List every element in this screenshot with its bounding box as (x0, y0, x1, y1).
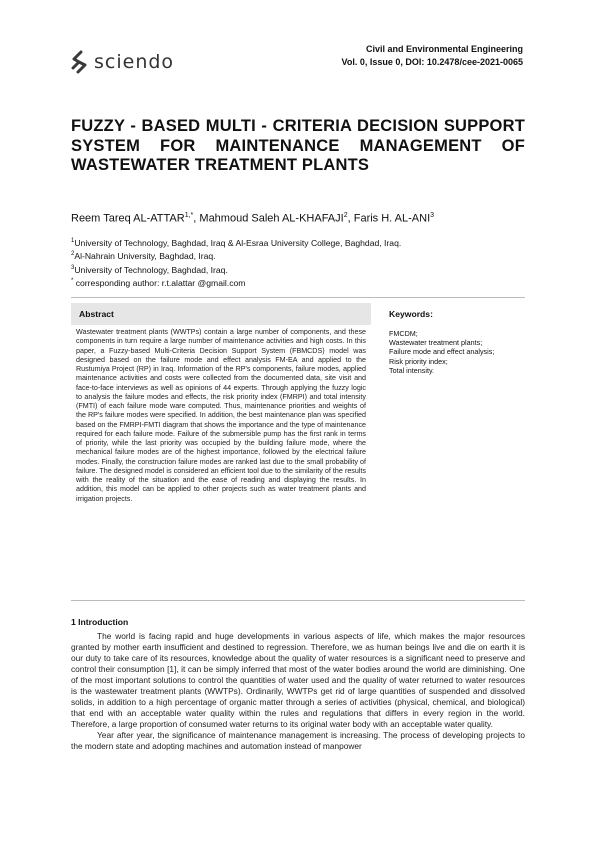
author-name: Reem Tareq AL-ATTAR (71, 212, 185, 225)
keyword-item: Total intensity. (389, 365, 435, 375)
affiliation (71, 249, 401, 262)
keywords-section (387, 303, 525, 379)
author-sep: , (193, 212, 200, 225)
author-list (71, 212, 434, 225)
section-heading: 1 Introduction (71, 617, 129, 627)
journal-name: Civil and Environmental Engineering (365, 44, 523, 54)
logo-text: sciendo (94, 51, 175, 73)
affiliation-sup: 2 (71, 251, 75, 258)
sciendo-logo-icon (70, 50, 88, 74)
author-name: Faris H. AL-ANI (353, 212, 431, 225)
affiliation (71, 263, 401, 276)
author-sup: 1,* (184, 212, 194, 219)
affiliation (71, 236, 401, 249)
affiliation-sup: 3 (71, 264, 75, 271)
divider (71, 297, 525, 298)
paragraph: The world is facing rapid and huge developments in various aspects of life, which makes the major resources granted by mother earth insufficient and destined to regression. Therefore, we as human beings live and die on earth it is our duty to take care of its resources, knowledge about the quality of water resources is a significant need to preserve and control their consumption [1], it can be simply inferred that most of the water bodies around the world are diminishing. One of the most important solutions to control the quantities of water used and the quality of water returned to water resources is the wastewater treatment plants (WWTPs). Ordinarily, WWTPs get rid of large quantities of suspended and dissolved solids, in addition to a high percentage of organic matter through a series of activities (physical, chemical, and biological) that end with an acceptable water quality within the rules and regulations that differs in every region in the world. Therefore, a large proportion of consumed water returns to its original water body with an acceptable water quality. (71, 631, 525, 730)
divider (71, 600, 525, 601)
author-name: Mahmoud Saleh AL-KHAFAJI (199, 212, 344, 225)
keyword-item: Risk priority index; (389, 356, 448, 366)
corresponding-author (71, 276, 401, 289)
abstract-section (71, 303, 371, 507)
keyword-item: FMCDM; (389, 329, 418, 338)
author-sup: 2 (343, 212, 348, 219)
affiliation-text: University of Technology, Baghdad, Iraq. (74, 264, 228, 275)
keywords-list (387, 325, 525, 379)
issue-doi: Vol. 0, Issue 0, DOI: 10.2478/cee-2021-0065 (341, 57, 523, 67)
paper-title: FUZZY - BASED MULTI - CRITERIA DECISION SUPPORT SYSTEM FOR MAINTENANCE MANAGEMENT OF WASTEWATER TREATMENT PLANTS (71, 117, 525, 174)
affiliation-text: corresponding author: r.t.alattar @gmail.com (75, 277, 246, 288)
publisher-logo (70, 50, 174, 74)
author-sep: , (347, 212, 354, 225)
author-sup: 3 (430, 212, 435, 219)
affiliations (71, 236, 401, 289)
affiliation-sup: * (71, 278, 74, 285)
affiliation-sup: 1 (71, 238, 75, 244)
journal-header (342, 43, 523, 69)
introduction-body (71, 631, 525, 753)
keyword-item: Failure mode and effect analysis; (389, 347, 495, 357)
keywords-heading: Keywords: (389, 309, 433, 319)
abstract-heading: Abstract (71, 303, 371, 325)
paragraph: Year after year, the significance of maintenance management is increasing. The process of developing projects to the modern state and adopting machines and automation instead of manpower (71, 730, 525, 752)
affiliation-text: University of Technology, Baghdad, Iraq & Al-Esraa University College, Baghdad, Iraq. (74, 237, 402, 248)
keyword-item: Wastewater treatment plants; (389, 338, 483, 348)
abstract-text: Wastewater treatment plants (WWTPs) contain a large number of components, and these components in turn require a large number of maintenance activities and high costs. In this paper, a Fuzzy-based Multi-Criteria Decision Support System (FBMCDS) model was designed based on the failure mode and effect analysis FM-EA and applied to the Rustumiya Project (RP) in Iraq. Information of the RP's components, failure modes, applied maintenance activities and costs were collected from the documented data, site visit and face-to-face interviews as well as opinions of 44 experts. Through applying the fuzzy logic to analysis the failure modes and effects, the risk priority index (FMRPI) and total intensity (FMTI) of each failure mode ware computed. Thus, maintenance priorities and weights of the RP's failure modes were specified. In addition, the best maintenance plan was specified based on the FMRPI-FMTI diagram that shows the importance and the type of maintenance required for each failure mode. Failure of the submersible pump has the first rank in terms of priority, while the last priority was occupied by the building failure mode, where the mechanical failure modes are of the highest importance, followed by the electrical failure modes. Finally, the construction failure modes are ranked last due to the small probability of failure. The designed model is considered an efficient tool due to the similarity of the results with the reality of the situation and the ease of reading and displaying the results. In addition, this model can be applied to other projects such as water treatment plants and irrigation projects. (76, 328, 366, 503)
affiliation-text: Al-Nahrain University, Baghdad, Iraq. (74, 251, 216, 262)
